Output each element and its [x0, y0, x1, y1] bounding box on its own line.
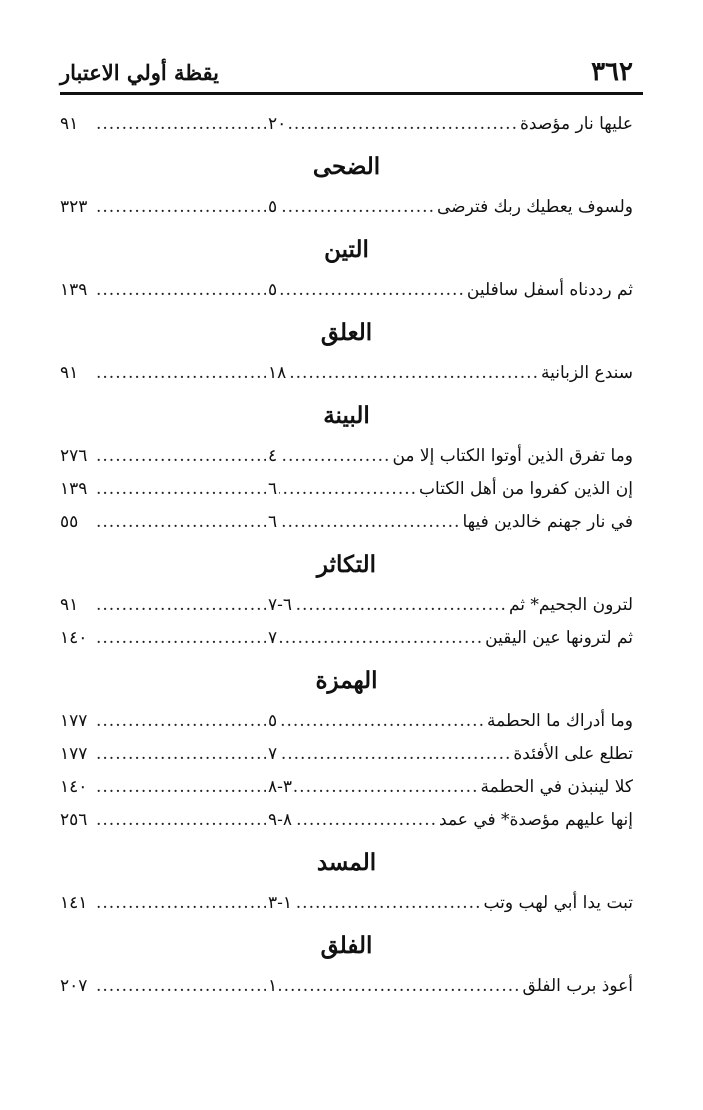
leader-dots	[96, 440, 266, 473]
page-number: ٣٦٢	[591, 57, 633, 87]
verse-text: إن الذين كفروا من أهل الكتاب	[419, 479, 633, 499]
index-entry	[60, 804, 633, 837]
surah-section	[60, 141, 633, 224]
leader-dots	[279, 473, 417, 506]
surah-section	[60, 920, 633, 1003]
index-entry	[60, 970, 633, 1003]
surah-section	[60, 539, 633, 655]
leader-dots	[96, 191, 266, 224]
ayah-number: ٤	[268, 446, 278, 466]
leader-dots	[288, 108, 518, 141]
page-reference: ٩١	[60, 595, 79, 615]
leader-dots	[96, 887, 266, 920]
page-header	[60, 54, 633, 90]
page-reference: ٢٠٧	[60, 976, 88, 996]
surah-section	[60, 307, 633, 390]
page-reference: ١٤١	[60, 893, 88, 913]
verse-text: لترون الجحيم* ثم	[508, 595, 633, 615]
surah-title: المسد	[316, 849, 377, 876]
page-reference: ١٤٠	[60, 628, 88, 648]
leader-dots	[279, 970, 520, 1003]
page-reference: ١٤٠	[60, 777, 88, 797]
leader-dots	[96, 738, 266, 771]
index-entry	[60, 108, 633, 141]
ayah-number: ٨-٩	[268, 810, 293, 830]
page-reference: ١٣٩	[60, 280, 88, 300]
leader-dots	[294, 771, 478, 804]
verse-text: تطلع على الأفئدة	[513, 744, 633, 764]
verse-text: ثم لترونها عين اليقين	[485, 628, 633, 648]
header-rule	[60, 92, 643, 95]
leader-dots	[96, 771, 266, 804]
index-entry	[60, 705, 633, 738]
page-reference: ١٣٩	[60, 479, 88, 499]
verse-text: إنها عليهم مؤصدة* في عمد	[439, 810, 633, 830]
leader-dots	[96, 705, 266, 738]
verse-text: سندع الزبانية	[540, 363, 633, 383]
ayah-number: ٢٠	[268, 114, 287, 134]
leader-dots	[96, 473, 266, 506]
index-entry	[60, 440, 633, 473]
leader-dots	[294, 804, 437, 837]
verse-text: أعوذ برب الفلق	[522, 976, 633, 996]
surah-section	[60, 837, 633, 920]
leader-dots	[96, 622, 266, 655]
surah-title: الهمزة	[315, 667, 378, 694]
page-reference: ٢٥٦	[60, 810, 88, 830]
surah-title: التين	[324, 236, 369, 263]
ayah-number: ٥	[268, 197, 278, 217]
leader-dots	[96, 274, 266, 307]
leader-dots	[294, 589, 507, 622]
leader-dots	[96, 804, 266, 837]
ayah-number: ٦-٧	[268, 595, 293, 615]
ayah-number: ٧	[268, 744, 278, 764]
page-reference: ١٧٧	[60, 744, 88, 764]
leader-dots	[279, 506, 460, 539]
page-reference: ٣٢٣	[60, 197, 88, 217]
surah-section	[60, 390, 633, 539]
index-content	[60, 108, 633, 1003]
surah-title: الفلق	[320, 932, 373, 959]
index-entry	[60, 589, 633, 622]
verse-text: ثم رددناه أسفل سافلين	[466, 280, 633, 300]
ayah-number: ١٨	[268, 363, 287, 383]
leader-dots	[279, 440, 390, 473]
verse-text: وما أدراك ما الحطمة	[487, 711, 633, 731]
index-entry	[60, 473, 633, 506]
index-entry	[60, 622, 633, 655]
verse-text: وما تفرق الذين أوتوا الكتاب إلا من	[392, 446, 633, 466]
surah-title: الضحى	[312, 153, 381, 180]
page-reference: ٢٧٦	[60, 446, 88, 466]
index-entry	[60, 506, 633, 539]
ayah-number: ٥	[268, 280, 278, 300]
leader-dots	[279, 738, 511, 771]
verse-text: تبت يدا أبي لهب وتب	[483, 893, 633, 913]
page-reference: ٥٥	[60, 512, 79, 532]
page-reference: ٩١	[60, 363, 79, 383]
index-entry	[60, 191, 633, 224]
page-reference: ١٧٧	[60, 711, 88, 731]
verse-text: كلا لينبذن في الحطمة	[480, 777, 633, 797]
surah-title: العلق	[320, 319, 373, 346]
verse-text: ولسوف يعطيك ربك فترضى	[436, 197, 633, 217]
ayah-number: ٦	[268, 479, 278, 499]
index-entry	[60, 738, 633, 771]
ayah-number: ١-٣	[268, 893, 293, 913]
ayah-number: ٣-٨	[268, 777, 293, 797]
leader-dots	[279, 622, 483, 655]
leader-dots	[96, 357, 266, 390]
leader-dots	[279, 705, 485, 738]
verse-text: في نار جهنم خالدين فيها	[462, 512, 633, 532]
leader-dots	[96, 589, 266, 622]
leader-dots	[96, 970, 266, 1003]
surah-title: البينة	[323, 402, 370, 429]
page-reference: ٩١	[60, 114, 79, 134]
index-entry	[60, 771, 633, 804]
leader-dots	[294, 887, 481, 920]
leader-dots	[96, 108, 266, 141]
leader-dots	[288, 357, 539, 390]
index-entry	[60, 274, 633, 307]
ayah-number: ٧	[268, 628, 278, 648]
verse-text: عليها نار مؤصدة	[520, 114, 633, 134]
leader-dots	[279, 274, 465, 307]
surah-section	[60, 224, 633, 307]
index-entry	[60, 887, 633, 920]
index-entry	[60, 357, 633, 390]
surah-section	[60, 655, 633, 837]
ayah-number: ١	[268, 976, 278, 996]
ayah-number: ٦	[268, 512, 278, 532]
running-title: يقظة أولي الاعتبار	[60, 59, 220, 85]
leader-dots	[96, 506, 266, 539]
surah-title: التكاثر	[316, 551, 377, 578]
ayah-number: ٥	[268, 711, 278, 731]
leader-dots	[279, 191, 435, 224]
